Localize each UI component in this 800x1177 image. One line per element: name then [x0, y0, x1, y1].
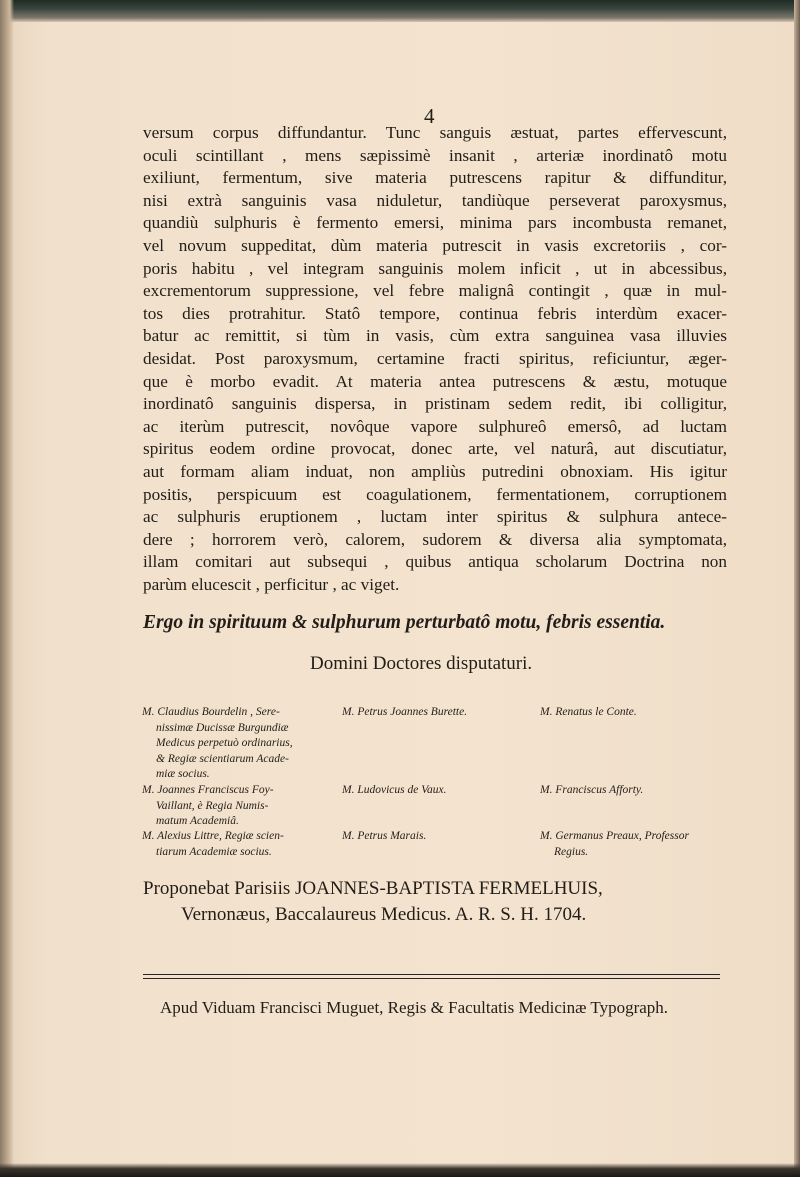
body-line: tos dies protrahitur. Statô tempore, continua febris interdùm exacer-	[143, 303, 727, 323]
doctor-line: nissimæ Ducissæ Burgundiæ	[156, 721, 289, 734]
body-line: desidat. Post paroxysmum, certamine fracti spiritus, reficiuntur, æger-	[143, 348, 727, 368]
divider-rule	[143, 974, 720, 975]
body-line: nisi extrà sanguinis vasa niduletur, tandiùque perseverat paroxysmus,	[143, 190, 727, 210]
doctor-entry	[342, 829, 426, 845]
doctor-line: M. Renatus le Conte.	[540, 706, 637, 718]
proponebat-line: Proponebat Parisiis JOANNES-BAPTISTA FERMELHUIS,	[143, 878, 603, 899]
body-line: inordinatô sanguinis dispersa, in pristinam sedem redit, ibi colligitur,	[143, 394, 727, 414]
doctor-line: M. Joannes Franciscus Foy-	[142, 784, 274, 796]
body-line: batur ac remittit, si tùm in vasis, cùm extra sanguinea vasa illuvies	[143, 326, 727, 346]
doctor-entry	[342, 705, 467, 721]
doctor-entry	[342, 783, 446, 799]
page-number: 4	[424, 104, 435, 128]
body-line: versum corpus diffundantur. Tunc sanguis æstuat, partes effervescunt,	[143, 123, 727, 142]
doctor-line: M. Ludovicus de Vaux.	[342, 784, 447, 796]
doctor-line: M. Alexius Littre, Regiæ scien-	[142, 830, 284, 842]
printer-imprint: Apud Viduam Francisci Muguet, Regis & Facultatis Medicinæ Typograph.	[160, 998, 669, 1017]
proponebat-block	[143, 876, 603, 928]
doctor-entry	[540, 705, 637, 721]
doctor-line: M. Claudius Bourdelin , Sere-	[142, 706, 280, 718]
doctor-line: miæ socius.	[156, 768, 210, 780]
doctor-entry	[142, 829, 284, 860]
proponebat-line: Vernonæus, Baccalaureus Medicus. A. R. S. H. 1704.	[181, 904, 587, 925]
doctor-line: M. Petrus Joannes Burette.	[342, 706, 468, 718]
body-line: vel novum suppeditat, dùm materia putrescit in vasis excretoriis , cor-	[143, 235, 727, 255]
body-line: ac iterùm putrescit, novôque vapore sulphureô emersô, ad luctam	[143, 416, 727, 436]
body-line: excrementorum suppressione, vel febre malignâ contingit , quæ in mul-	[143, 281, 727, 301]
doctor-line: Medicus perpetuò ordinarius,	[156, 737, 293, 749]
body-line: ac sulphuris eruptionem , luctam inter spiritus & sulphura antece-	[143, 507, 727, 527]
body-line: exiliunt, fermentum, sive materia putrescens rapitur & diffunditur,	[143, 168, 727, 188]
doctor-line: & Regiæ scientiarum Acade-	[156, 752, 289, 765]
doctor-line: M. Germanus Preaux, Professor	[540, 830, 689, 842]
doctor-line: M. Petrus Marais.	[342, 830, 427, 842]
divider-rule	[143, 978, 720, 979]
body-line: aut formam aliam induat, non ampliùs putredini obnoxiam. His igitur	[143, 461, 727, 481]
doctor-line: matum Academiâ.	[156, 815, 239, 827]
doctor-entry	[540, 783, 643, 799]
doctor-line: Regius.	[554, 845, 589, 858]
body-line: poris habitu , vel integram sanguinis molem inficit , ut in abcessibus,	[143, 258, 727, 278]
body-line: illam comitari aut subsequi , quibus antiqua scholarum Doctrina non	[143, 552, 727, 572]
thesis-statement: Ergo in spirituum & sulphurum perturbatô motu, febris essentia.	[143, 612, 666, 633]
book-binding-top	[0, 0, 800, 22]
body-line: quandiù sulphuris è fermento emersi, minima pars incombusta remanet,	[143, 213, 727, 233]
doctor-entry	[142, 783, 274, 830]
body-line: positis, perspicuum est coagulationem, fermentationem, corruptionem	[143, 484, 727, 504]
book-binding-bottom	[0, 1163, 800, 1177]
doctor-line: M. Franciscus Afforty.	[540, 784, 644, 796]
body-line: parùm elucescit , perficitur , ac viget.	[143, 574, 400, 594]
doctors-heading: Domini Doctores disputaturi.	[310, 653, 533, 674]
doctor-entry	[142, 705, 293, 783]
body-line: que è morbo evadit. At materia antea putrescens & æstu, motuque	[143, 371, 727, 391]
doctor-line: Vaillant, è Regia Numis-	[156, 799, 269, 812]
doctor-entry	[540, 829, 689, 860]
page-edge-right	[794, 0, 800, 1177]
body-line: dere ; horrorem verò, calorem, sudorem & diversa alia symptomata,	[143, 529, 727, 549]
doctor-line: tiarum Academiæ socius.	[156, 845, 272, 858]
page-gutter-shadow	[0, 0, 14, 1177]
body-line: oculi scintillant , mens sæpissimè insanit , arteriæ inordinatô motu	[143, 145, 727, 165]
body-line: spiritus eodem ordine provocat, donec arte, vel naturâ, aut discutiatur,	[143, 439, 727, 459]
body-text	[143, 122, 727, 596]
